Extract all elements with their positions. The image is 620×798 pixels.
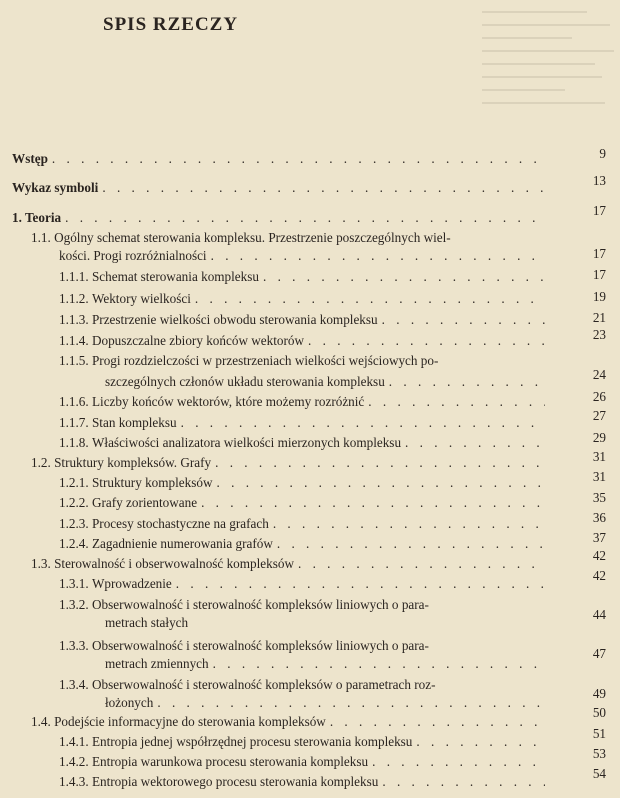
toc-entry-title: Sterowalność i obserwowalność kompleksów — [54, 556, 294, 571]
toc-entry-page: 19 — [592, 289, 606, 304]
toc-entry-number: 1.1. — [31, 230, 51, 245]
toc-entry-title: Wprowadzenie — [91, 576, 172, 591]
toc-entry-page: 23 — [592, 327, 606, 342]
toc-entry-number: 1.3.4. — [59, 677, 89, 692]
toc-entry-title: Wektory wielkości — [91, 291, 191, 306]
toc-entry-page: 42 — [592, 568, 606, 583]
toc-entry-title: Grafy zorientowane — [91, 495, 198, 510]
toc-entry-number: 1.4.2. — [59, 754, 89, 769]
toc-entry-section — [31, 454, 549, 472]
toc-entry-number: 1.4.1. — [59, 734, 89, 749]
toc-entry-number: 1.1.4. — [59, 333, 89, 348]
toc-entry-page: 24 — [592, 367, 606, 382]
toc-entry-subsection — [59, 393, 549, 411]
toc-entry-number: 1.1.5. — [59, 353, 89, 368]
toc-entry-continuation — [105, 655, 549, 673]
toc-entry-number: 1.1.7. — [59, 415, 89, 430]
toc-entry-chapter — [12, 209, 550, 227]
toc-entry-page: 26 — [592, 389, 606, 404]
toc-entry-title: Stan kompleksu — [91, 415, 177, 430]
toc-entry-page: 37 — [592, 530, 606, 545]
toc-entry-page: 36 — [592, 510, 606, 525]
toc-entry-number: 1.3.3. — [59, 638, 89, 653]
toc-entry-page: 9 — [599, 146, 606, 161]
toc-entry-page: 21 — [592, 310, 606, 325]
toc-entry-title: Liczby końców wektorów, które możemy rozróżnić — [91, 394, 365, 409]
toc-entry-title: Procesy stochastyczne na grafach — [91, 516, 269, 531]
toc-entry-number: 1.1.2. — [59, 291, 89, 306]
toc-entry-page: 17 — [592, 246, 606, 261]
toc-entry-title: Entropia warunkowa procesu sterowania kompleksu — [91, 754, 369, 769]
toc-entry-title-cont: metrach stałych — [105, 615, 189, 630]
page-title: SPIS RZECZY — [103, 14, 239, 35]
toc-entry-subsection — [59, 596, 562, 614]
toc-entry-page: 54 — [592, 766, 606, 781]
toc-entry-subsection — [59, 332, 549, 350]
toc-entry-subsection — [59, 753, 549, 771]
toc-entry-number: 1.3.1. — [59, 576, 89, 591]
show-through-text — [470, 0, 620, 125]
toc-entry-subsection — [59, 733, 549, 751]
toc-entry-section — [31, 713, 549, 731]
toc-entry-subsection — [59, 434, 549, 452]
toc-entry-page: 31 — [592, 449, 606, 464]
toc-entry-subsection — [59, 352, 562, 370]
toc-entry-page: 17 — [592, 267, 606, 282]
toc-entry-page: 31 — [592, 469, 606, 484]
toc-entry-title: Zagadnienie numerowania grafów — [91, 536, 273, 551]
toc-entry-title: Entropia wektorowego procesu sterowania kompleksu — [91, 774, 379, 789]
toc-entry-title-cont: szczególnych członów układu sterowania kompleksu — [105, 374, 385, 389]
toc-entry-continuation — [105, 614, 549, 632]
toc-entry-number: 1.1.1. — [59, 269, 89, 284]
toc-entry-page: 29 — [592, 430, 606, 445]
toc-entry-title: Struktury kompleksów — [91, 475, 213, 490]
toc-entry-title: Obserwowalność i sterowalność kompleksów o parametrach roz- — [91, 677, 436, 692]
toc-entry-number: 1.2.1. — [59, 475, 89, 490]
toc-entry-section — [31, 555, 549, 573]
toc-entry-page: 13 — [592, 173, 606, 188]
toc-entry-title-cont: kości. Progi rozróżnialności — [59, 248, 207, 263]
toc-entry-subsection — [59, 637, 562, 655]
toc-entry-number: 1.2.4. — [59, 536, 89, 551]
toc-entry-page: 27 — [592, 408, 606, 423]
toc-entry-continuation — [105, 694, 549, 712]
toc-entry-number: 1.4.3. — [59, 774, 89, 789]
toc-entry-title: Ogólny schemat sterowania kompleksu. Przestrzenie poszczególnych wiel- — [54, 230, 451, 245]
toc-entry-title: Struktury kompleksów. Grafy — [54, 455, 212, 470]
toc-entry-title: Podejście informacyjne do sterowania kompleksów — [54, 714, 326, 729]
toc-entry-page: 35 — [592, 490, 606, 505]
toc-entry-title: Wykaz symboli — [12, 180, 99, 195]
toc-entry-page: 42 — [592, 548, 606, 563]
toc-entry-continuation — [105, 373, 549, 391]
toc-entry-number: 1.4. — [31, 714, 51, 729]
toc-entry-subsection — [59, 268, 549, 286]
toc-entry-subsection — [59, 311, 549, 329]
toc-entry-subsection — [59, 535, 549, 553]
toc-entry-title: Obserwowalność i sterowalność kompleksów liniowych o para- — [91, 638, 429, 653]
toc-entry-subsection — [59, 773, 549, 791]
toc-entry-subsection — [59, 676, 562, 694]
toc-entry-page: 47 — [592, 646, 606, 661]
toc-entry-section — [31, 229, 561, 247]
toc-entry-title: Schemat sterowania kompleksu — [91, 269, 259, 284]
toc-entry-title-cont: łożonych — [105, 695, 154, 710]
toc-entry-number: 1.3.2. — [59, 597, 89, 612]
toc-entry-page: 49 — [592, 686, 606, 701]
toc-entry-number: 1.2. — [31, 455, 51, 470]
toc-entry-subsection — [59, 575, 549, 593]
toc-entry-page: 53 — [592, 746, 606, 761]
toc-entry-number: 1. — [12, 210, 22, 225]
toc-entry-subsection — [59, 414, 549, 432]
toc-entry-title-cont: metrach zmiennych — [105, 656, 209, 671]
toc-entry-title: Dopuszczalne zbiory końców wektorów — [91, 333, 304, 348]
toc-entry-title: Entropia jednej współrzędnej procesu sterowania kompleksu — [91, 734, 413, 749]
toc-entry-title: Właściwości analizatora wielkości mierzonych kompleksu — [91, 435, 402, 450]
toc-entry-title: Progi rozdzielczości w przestrzeniach wielkości wejściowych po- — [91, 353, 439, 368]
toc-entry-subsection — [59, 290, 549, 308]
toc-entry-wstep — [12, 150, 550, 168]
toc-entry-title: Teoria — [24, 210, 62, 225]
toc-entry-title: Obserwowalność i sterowalność kompleksów liniowych o para- — [91, 597, 429, 612]
toc-entry-subsection — [59, 474, 549, 492]
toc-entry-subsection — [59, 494, 549, 512]
toc-entry-page: 17 — [592, 203, 606, 218]
toc-entry-subsection — [59, 515, 549, 533]
toc-entry-number: 1.1.8. — [59, 435, 89, 450]
toc-entry-number: 1.2.3. — [59, 516, 89, 531]
toc-entry-page: 50 — [592, 705, 606, 720]
toc-entry-number: 1.1.6. — [59, 394, 89, 409]
toc-entry-page: 51 — [592, 726, 606, 741]
toc-entry-wykaz — [12, 179, 550, 197]
toc-entry-number: 1.3. — [31, 556, 51, 571]
toc-entry-continuation — [59, 247, 549, 265]
toc-entry-number: 1.1.3. — [59, 312, 89, 327]
toc-entry-title: Przestrzenie wielkości obwodu sterowania kompleksu — [91, 312, 378, 327]
toc-entry-title: Wstęp — [12, 151, 48, 166]
toc-entry-page: 44 — [592, 607, 606, 622]
toc-entry-number: 1.2.2. — [59, 495, 89, 510]
